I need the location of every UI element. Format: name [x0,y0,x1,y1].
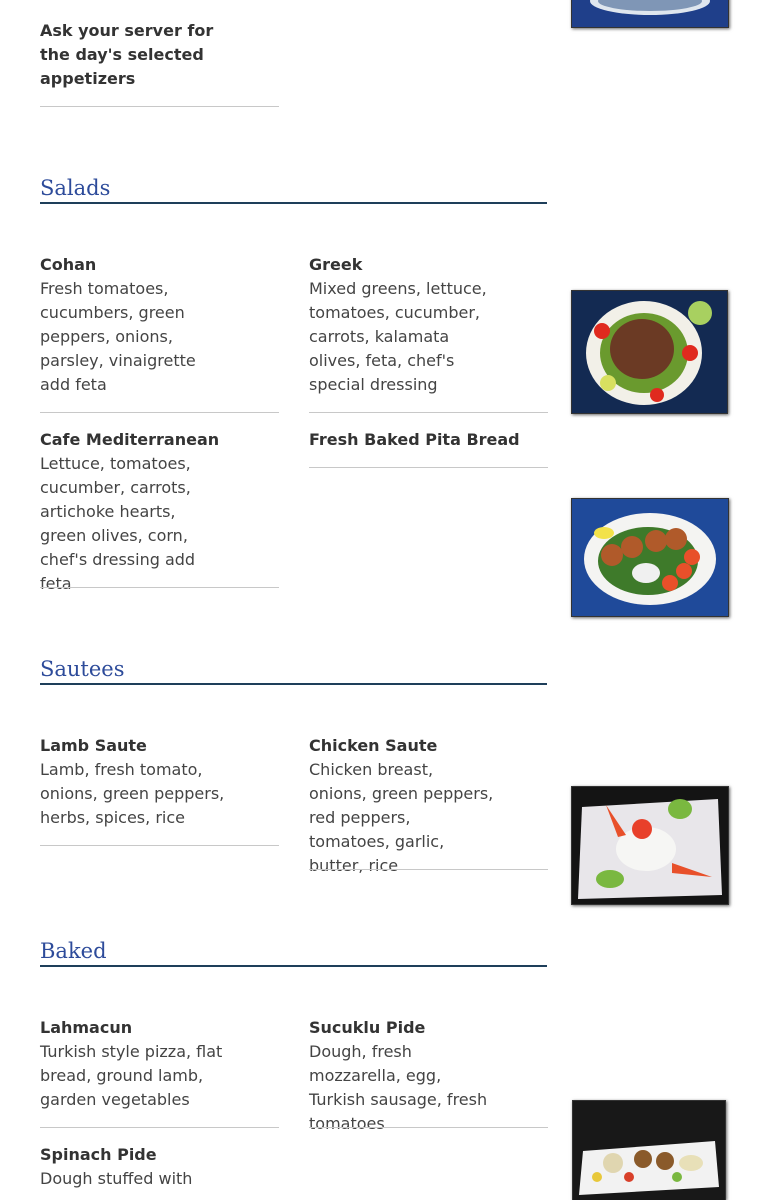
divider [309,1127,548,1128]
divider [40,1127,279,1128]
shepherd-salad-photo [571,786,729,905]
shepherd-salad-photo-graphic [572,787,728,904]
menu-item [309,734,548,878]
section-heading-salads: Salads [40,175,547,204]
menu-item-desc: Lamb, fresh tomato, onions, green peppers, herbs, spices, rice [40,760,225,827]
menu-item-desc: Chicken breast, onions, green peppers, red peppers, tomatoes, garlic, butter, rice [309,760,494,875]
salad-photo [571,290,728,414]
menu-item-desc: Dough stuffed with [40,1169,193,1188]
appetizer-note-item [40,19,279,91]
menu-item [40,428,279,596]
appetizer-note: Ask your server for the day's selected appetizers [40,21,214,88]
divider [309,869,548,870]
menu-item-desc: Lettuce, tomatoes, cucumber, carrots, artichoke hearts, green olives, corn, chef's dressing add feta [40,454,196,593]
menu-item-desc: Turkish style pizza, flat bread, ground lamb, garden vegetables [40,1042,223,1109]
menu-item-name: Greek [309,255,363,274]
divider [40,106,279,107]
menu-item [309,253,548,397]
divider [309,412,548,413]
menu-item-name: Chicken Saute [309,736,438,755]
menu-item-name: Lahmacun [40,1018,133,1037]
platter-photo [572,1100,726,1200]
menu-item [309,428,548,452]
menu-item-name: Fresh Baked Pita Bread [309,430,520,449]
menu-item-name: Cafe Mediterranean [40,430,220,449]
falafel-photo [571,498,729,617]
divider [40,412,279,413]
divider [40,587,279,588]
menu-item-name: Lamb Saute [40,736,147,755]
appetizer-photo [571,0,729,28]
menu-item [40,734,279,830]
appetizer-photo-graphic [572,0,728,27]
menu-item [40,253,279,397]
menu-item-desc: Mixed greens, lettuce, tomatoes, cucumber, carrots, kalamata olives, feta, chef's special dressing [309,279,487,394]
menu-item-desc: Dough, fresh mozzarella, egg, Turkish sausage, fresh tomatoes [309,1042,488,1133]
salad-photo-graphic [572,291,727,413]
menu-item-name: Spinach Pide [40,1145,157,1164]
platter-photo-graphic [573,1101,725,1200]
falafel-photo-graphic [572,499,728,616]
menu-item [309,1016,548,1136]
menu-item-name: Sucuklu Pide [309,1018,426,1037]
divider [40,845,279,846]
divider [309,467,548,468]
section-heading-baked: Baked [40,938,547,967]
menu-item-desc: Fresh tomatoes, cucumbers, green peppers, onions, parsley, vinaigrette add feta [40,279,196,394]
menu-item [40,1016,279,1112]
section-heading-sautees: Sautees [40,656,547,685]
menu-item-name: Cohan [40,255,97,274]
menu-item [40,1143,279,1191]
